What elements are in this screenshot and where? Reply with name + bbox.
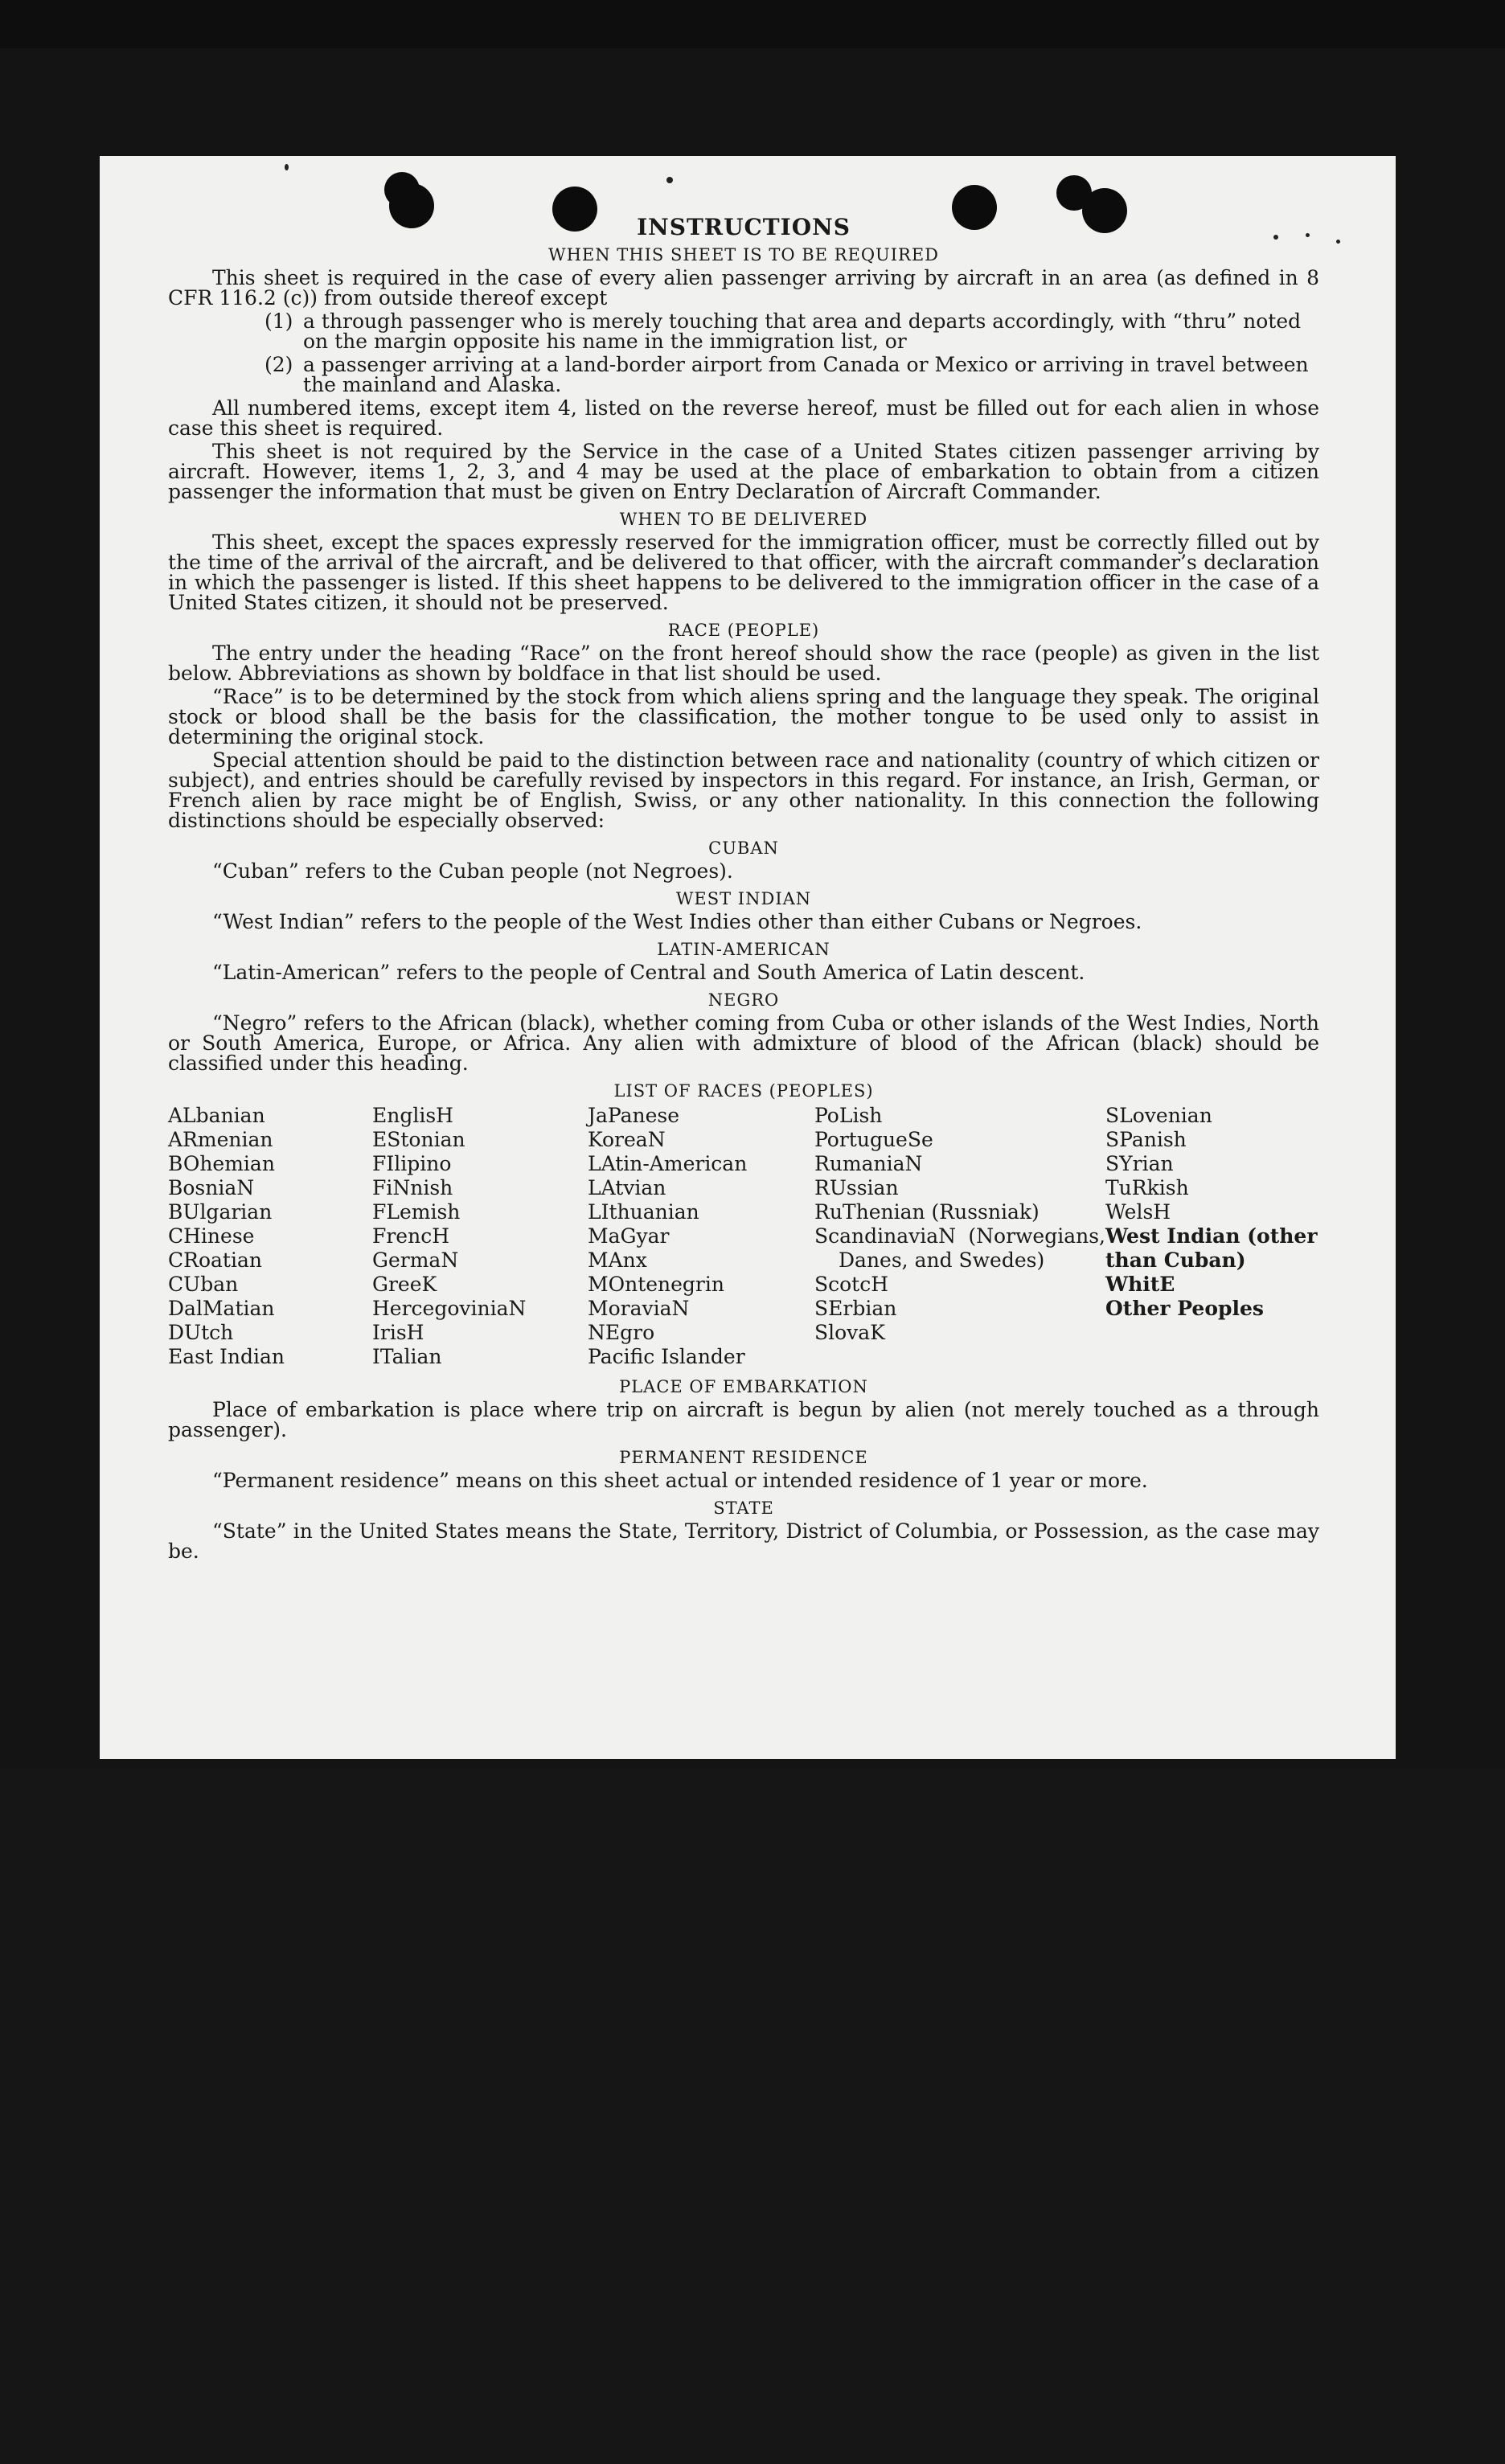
text-body	[168, 214, 1319, 1564]
race-entry: FrencH	[372, 1224, 449, 1248]
race-entry: FIlipino	[372, 1152, 452, 1175]
exception-item-2-number: (2)	[265, 353, 293, 376]
race-entry: MaGyar	[588, 1224, 670, 1248]
race-entry: DalMatian	[168, 1297, 275, 1320]
state-definition: “State” in the United States means the State, Territory, District of Columbia, or Possession, as the case may be.	[168, 1519, 1319, 1563]
exception-item-1-text: a through passenger who is merely touching that area and departs accordingly, with “thru” noted on the margin opposite his name in the immigration list, or	[303, 310, 1302, 353]
punch-hole-6	[1056, 175, 1092, 211]
race-entry: ALbanian	[168, 1104, 265, 1127]
heading-west-indian: WEST INDIAN	[675, 889, 812, 908]
race-entry: CUban	[168, 1273, 239, 1296]
race-paragraph-1: The entry under the heading “Race” on the front hereof should show the race (people) as given in the list below. Abbreviations as shown by boldface in that list should be used.	[168, 642, 1319, 685]
race-entry: EStonian	[372, 1128, 465, 1151]
race-entry: LIthuanian	[588, 1200, 699, 1224]
race-entry: ScandinaviaN (Norwegians, Danes, and Swedes)	[814, 1224, 1105, 1272]
race-entry: RUssian	[814, 1176, 899, 1199]
heading-state: STATE	[713, 1498, 774, 1518]
race-entry: Pacific Islander	[588, 1345, 745, 1368]
exception-item-2-text: a passenger arriving at a land-border airport from Canada or Mexico or arriving in travel between the mainland and Alaska.	[303, 353, 1309, 396]
heading-list-of-races: LIST OF RACES (PEOPLES)	[613, 1081, 874, 1101]
exception-item-2	[168, 355, 1319, 395]
west-indian-definition: “West Indian” refers to the people of the West Indies other than either Cubans or Negroes.	[212, 910, 1142, 933]
race-entry: SPanish	[1105, 1128, 1187, 1151]
heading-cuban: CUBAN	[708, 838, 779, 858]
exception-item-1	[168, 311, 1319, 351]
race-entry: ScotcH	[814, 1273, 889, 1296]
exception-item-1-number: (1)	[265, 310, 293, 333]
race-entry: Other Peoples	[1105, 1297, 1264, 1320]
race-entry: PortugueSe	[814, 1128, 933, 1151]
races-column-4	[814, 1104, 1105, 1369]
cuban-definition: “Cuban” refers to the Cuban people (not Negroes).	[212, 859, 733, 883]
races-column-3	[588, 1104, 814, 1369]
race-entry: GreeK	[372, 1273, 437, 1296]
race-paragraph-3: Special attention should be paid to the distinction between race and nationality (country of which citizen or subject), and entries should be carefully revised by inspectors in this regard. For instance, an Irish, German, or French alien by race might be of English, Swiss, or any other nationality. In this connection the following distinctions should be especially observed:	[168, 748, 1319, 832]
heading-latin-american: LATIN-AMERICAN	[657, 940, 830, 959]
heading-when-required: WHEN THIS SHEET IS TO BE REQUIRED	[547, 245, 940, 264]
heading-when-delivered: WHEN TO BE DELIVERED	[619, 510, 868, 529]
race-entry: IrisH	[372, 1321, 424, 1344]
race-entry: WelsH	[1105, 1200, 1171, 1224]
race-paragraph-2: “Race” is to be determined by the stock from which aliens spring and the language they speak. The original stock or blood shall be the basis for the classification, the mother tongue to be used only to assist in determining the original stock.	[168, 685, 1319, 748]
races-column-1	[168, 1104, 372, 1369]
race-entry: WhitE	[1105, 1273, 1175, 1296]
heading-negro: NEGRO	[707, 990, 780, 1010]
race-entry: GermaN	[372, 1248, 459, 1272]
race-entry: ARmenian	[168, 1128, 273, 1151]
speck	[666, 177, 673, 183]
race-entry: West Indian (other than Cuban)	[1105, 1224, 1318, 1272]
negro-definition: “Negro” refers to the African (black), whether coming from Cuba or other islands of the West Indies, North or South America, Europe, or Africa. Any alien with admixture of blood of the African (black) should be classified under this heading.	[168, 1011, 1319, 1075]
race-entry: DUtch	[168, 1321, 234, 1344]
race-entry: RuThenian (Russniak)	[814, 1200, 1040, 1224]
race-entry: FiNnish	[372, 1176, 453, 1199]
races-column-5	[1105, 1104, 1319, 1369]
race-entry: KoreaN	[588, 1128, 666, 1151]
document-title: INSTRUCTIONS	[637, 214, 851, 240]
race-entry: LAtvian	[588, 1176, 666, 1199]
race-entry: JaPanese	[588, 1104, 680, 1127]
race-entry: BosniaN	[168, 1176, 255, 1199]
race-entry: RumaniaN	[814, 1152, 923, 1175]
race-entry: MAnx	[588, 1248, 647, 1272]
race-entry: ITalian	[372, 1345, 442, 1368]
punch-hole-2	[384, 172, 420, 207]
latin-american-definition: “Latin-American” refers to the people of Central and South America of Latin descent.	[212, 961, 1085, 984]
race-entry: TuRkish	[1105, 1176, 1189, 1199]
race-entry: East Indian	[168, 1345, 285, 1368]
race-entry: LAtin-American	[588, 1152, 748, 1175]
race-entry: HercegoviniaN	[372, 1297, 527, 1320]
race-entry: SErbian	[814, 1297, 897, 1320]
race-entry: SlovaK	[814, 1321, 885, 1344]
race-entry: FLemish	[372, 1200, 461, 1224]
race-entry: MOntenegrin	[588, 1273, 724, 1296]
race-entry: BUlgarian	[168, 1200, 273, 1224]
scan-band-top	[0, 0, 1505, 48]
race-entry: PoLish	[814, 1104, 883, 1127]
scan-band-bottom	[0, 1769, 1505, 2464]
required-intro: This sheet is required in the case of every alien passenger arriving by aircraft in an area (as defined in 8 CFR 116.2 (c)) from outside thereof except	[168, 266, 1319, 310]
heading-permanent-residence: PERMANENT RESIDENCE	[619, 1448, 868, 1467]
heading-race: RACE (PEOPLE)	[667, 621, 820, 640]
races-column-2	[372, 1104, 588, 1369]
race-entry: CHinese	[168, 1224, 255, 1248]
heading-place-of-embarkation: PLACE OF EMBARKATION	[619, 1377, 868, 1396]
race-entry: MoraviaN	[588, 1297, 690, 1320]
delivered-paragraph: This sheet, except the spaces expressly reserved for the immigration officer, must be correctly filled out by the time of the arrival of the aircraft, and be delivered to that officer, with the aircraft commander’s declaration in which the passenger is listed. If this sheet happens to be delivered to the immigration officer in the case of a United States citizen, it should not be preserved.	[168, 531, 1319, 614]
embarkation-definition: Place of embarkation is place where trip on aircraft is begun by alien (not merely touched as a through passenger).	[168, 1398, 1319, 1441]
residence-definition: “Permanent residence” means on this sheet actual or intended residence of 1 year or more.	[212, 1469, 1148, 1492]
race-entry: EnglisH	[372, 1104, 453, 1127]
speck	[285, 164, 289, 170]
required-numbered-items: All numbered items, except item 4, listed on the reverse hereof, must be filled out for each alien in whose case this sheet is required.	[168, 396, 1319, 440]
race-entry: SLovenian	[1105, 1104, 1212, 1127]
required-citizen-note: This sheet is not required by the Service in the case of a United States citizen passenger arriving by aircraft. However, items 1, 2, 3, and 4 may be used at the place of embarkation to obtain from a citizen passenger the information that must be given on Entry Declaration of Aircraft Commander.	[168, 440, 1319, 503]
race-entry: SYrian	[1105, 1152, 1174, 1175]
race-entry: NEgro	[588, 1321, 655, 1344]
race-entry: CRoatian	[168, 1248, 262, 1272]
races-list	[168, 1104, 1319, 1369]
speck	[1336, 240, 1340, 244]
document-sheet	[100, 156, 1396, 1759]
race-entry: BOhemian	[168, 1152, 275, 1175]
